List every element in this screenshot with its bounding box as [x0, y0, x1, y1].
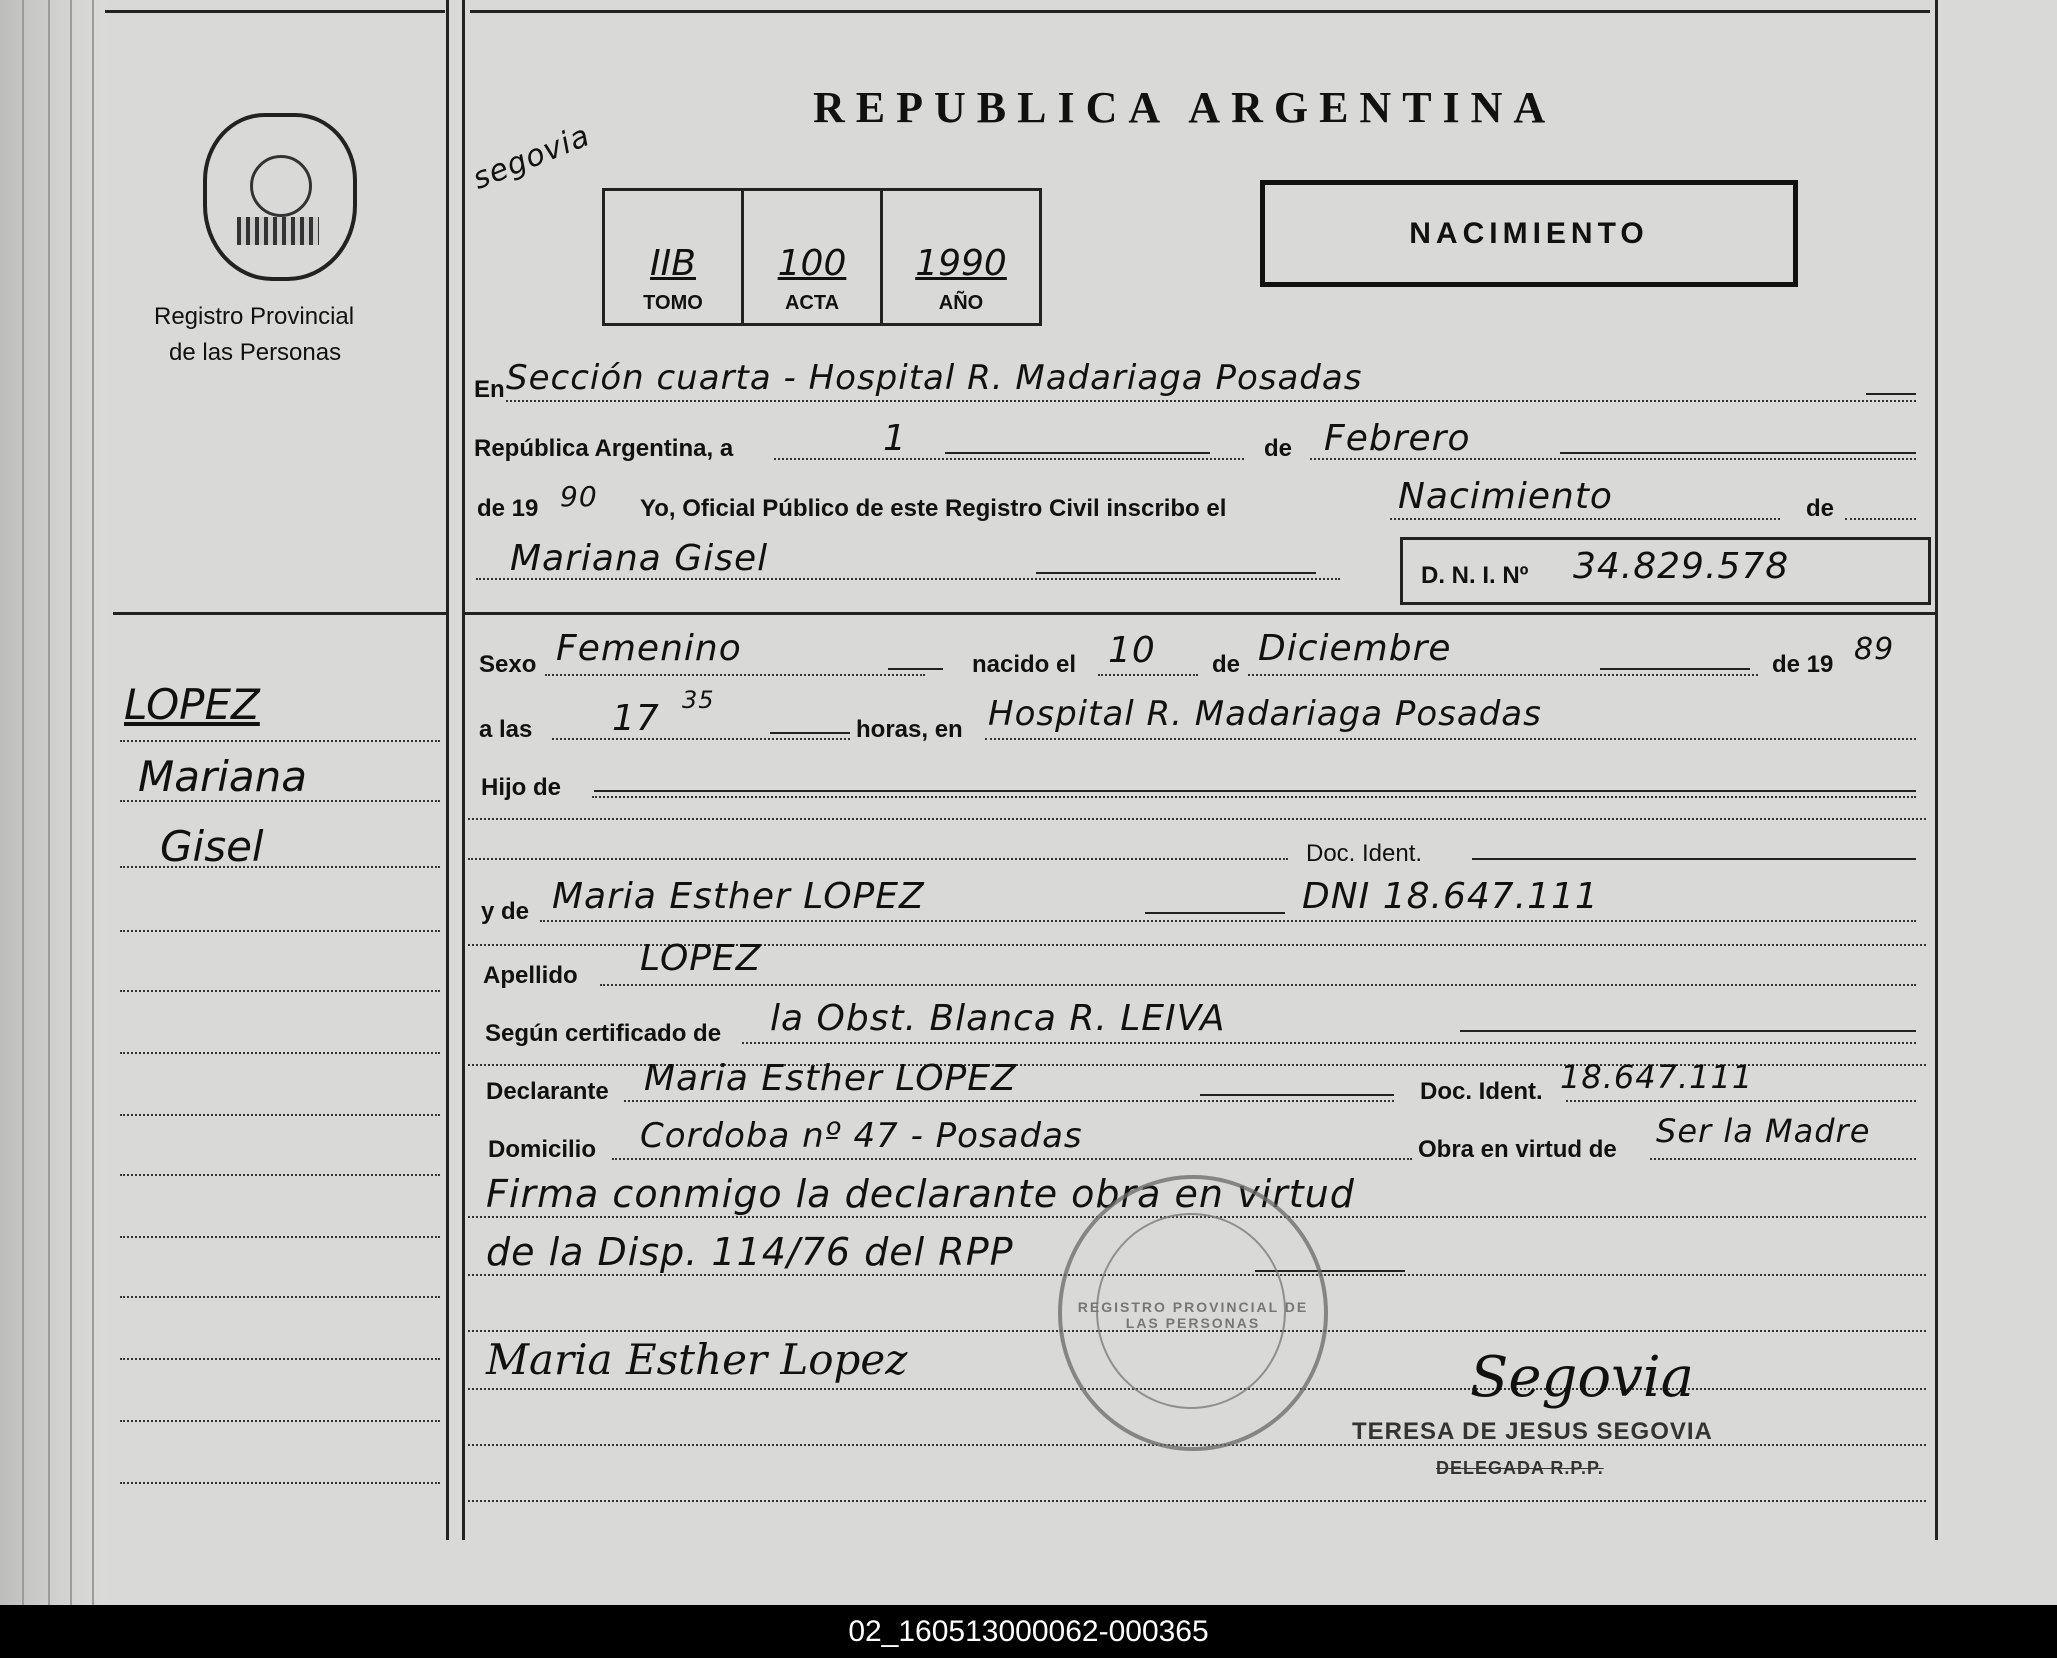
nacido-label: nacido el — [972, 651, 1077, 678]
segovia-annotation: segovia — [467, 118, 596, 197]
birth-month: Diciembre — [1258, 628, 1452, 669]
ano-cell — [883, 191, 1039, 323]
ano-value: 1990 — [915, 243, 1007, 284]
registry-title-line1: Registro Provincial — [154, 303, 355, 330]
inscribo-value: Nacimiento — [1398, 476, 1613, 517]
sun-icon — [250, 155, 312, 217]
month-value: Febrero — [1324, 418, 1471, 459]
segun-value: la Obst. Blanca R. LEIVA — [770, 998, 1226, 1039]
apellido-label: Apellido — [483, 962, 578, 989]
republica-label: República Argentina, a — [474, 435, 734, 462]
note-line-1: Firma conmigo la declarante obra en virtud — [486, 1172, 1355, 1216]
year-prefix: de 19 — [477, 495, 539, 522]
act-type-label: NACIMIENTO — [1409, 217, 1649, 250]
birth-day: 10 — [1108, 630, 1156, 671]
apellido-value: LOPEZ — [640, 938, 762, 979]
obra-value: Ser la Madre — [1656, 1112, 1871, 1150]
declarante-doc-value: 18.647.111 — [1560, 1058, 1754, 1096]
mother-value: Maria Esther LOPEZ — [552, 876, 925, 917]
de-label: de — [1264, 435, 1293, 462]
mother-doc-value: DNI 18.647.111 — [1302, 876, 1599, 917]
segun-label: Según certificado de — [485, 1020, 722, 1047]
de-label-3: de — [1212, 651, 1241, 678]
domicilio-label: Domicilio — [488, 1136, 597, 1163]
acta-value: 100 — [777, 243, 847, 284]
birth-place-value: Hospital R. Madariaga Posadas — [988, 694, 1542, 734]
official-seal — [1058, 1175, 1328, 1451]
official-seal-text: REGISTRO PROVINCIAL DE LAS PERSONAS — [1077, 1299, 1309, 1331]
declarante-label: Declarante — [486, 1078, 609, 1105]
document-id-footer: 02_160513000062-000365 — [0, 1605, 2057, 1658]
tomo-label: TOMO — [643, 292, 703, 314]
act-type-box — [1260, 180, 1798, 287]
official-signature: Segovia — [1470, 1345, 1694, 1410]
domicilio-value: Cordoba nº 47 - Posadas — [640, 1116, 1083, 1156]
en-label: En — [474, 376, 505, 403]
declarant-signature: Maria Esther Lopez — [486, 1335, 908, 1384]
day-value: 1 — [883, 418, 907, 459]
dni-box — [1400, 537, 1931, 605]
tomo-value: IIB — [650, 243, 696, 284]
margin-given-name-1: Mariana — [138, 752, 308, 801]
margin-surname: LOPEZ — [124, 680, 260, 729]
country-title: REPUBLICA ARGENTINA — [813, 83, 1557, 132]
note-line-2: de la Disp. 114/76 del RPP — [486, 1230, 1014, 1274]
yo-label: Yo, Oficial Público de este Registro Civil inscribo el — [640, 495, 1227, 522]
child-name-value: Mariana Gisel — [510, 538, 769, 579]
minute-value: 35 — [682, 686, 715, 714]
doc-ident-label: Doc. Ident. — [1306, 840, 1423, 867]
sexo-label: Sexo — [479, 651, 537, 678]
register-box — [602, 188, 1042, 326]
birth-year: 89 — [1854, 632, 1895, 667]
official-name: TERESA DE JESUS SEGOVIA — [1352, 1418, 1713, 1445]
registry-title-line2: de las Personas — [169, 339, 342, 366]
obra-label: Obra en virtud de — [1418, 1136, 1617, 1163]
hour-value: 17 — [612, 698, 660, 739]
binding-strip — [0, 0, 105, 1605]
dni-value: 34.829.578 — [1573, 546, 1790, 587]
hijo-label: Hijo de — [481, 774, 562, 801]
sexo-value: Femenino — [556, 628, 742, 669]
acta-cell — [744, 191, 883, 323]
margin-given-name-2: Gisel — [160, 822, 264, 871]
declarante-value: Maria Esther LOPEZ — [644, 1058, 1017, 1099]
de-label-2: de — [1806, 495, 1835, 522]
yde-label: y de — [481, 898, 530, 925]
acta-label: ACTA — [784, 292, 840, 314]
alas-label: a las — [479, 716, 533, 743]
ano-label: AÑO — [938, 292, 984, 314]
birth-year-prefix: de 19 — [1772, 651, 1834, 678]
horas-label: horas, en — [856, 716, 963, 743]
dni-label: D. N. I. Nº — [1421, 562, 1529, 589]
waterfall-icon — [237, 217, 319, 245]
province-seal — [203, 113, 357, 281]
tomo-cell — [605, 191, 744, 323]
official-role: DELEGADA R.P.P. — [1436, 1458, 1604, 1478]
en-value: Sección cuarta - Hospital R. Madariaga Posadas — [506, 358, 1363, 398]
year-value: 90 — [560, 480, 598, 513]
doc-ident-label-2: Doc. Ident. — [1420, 1078, 1543, 1105]
